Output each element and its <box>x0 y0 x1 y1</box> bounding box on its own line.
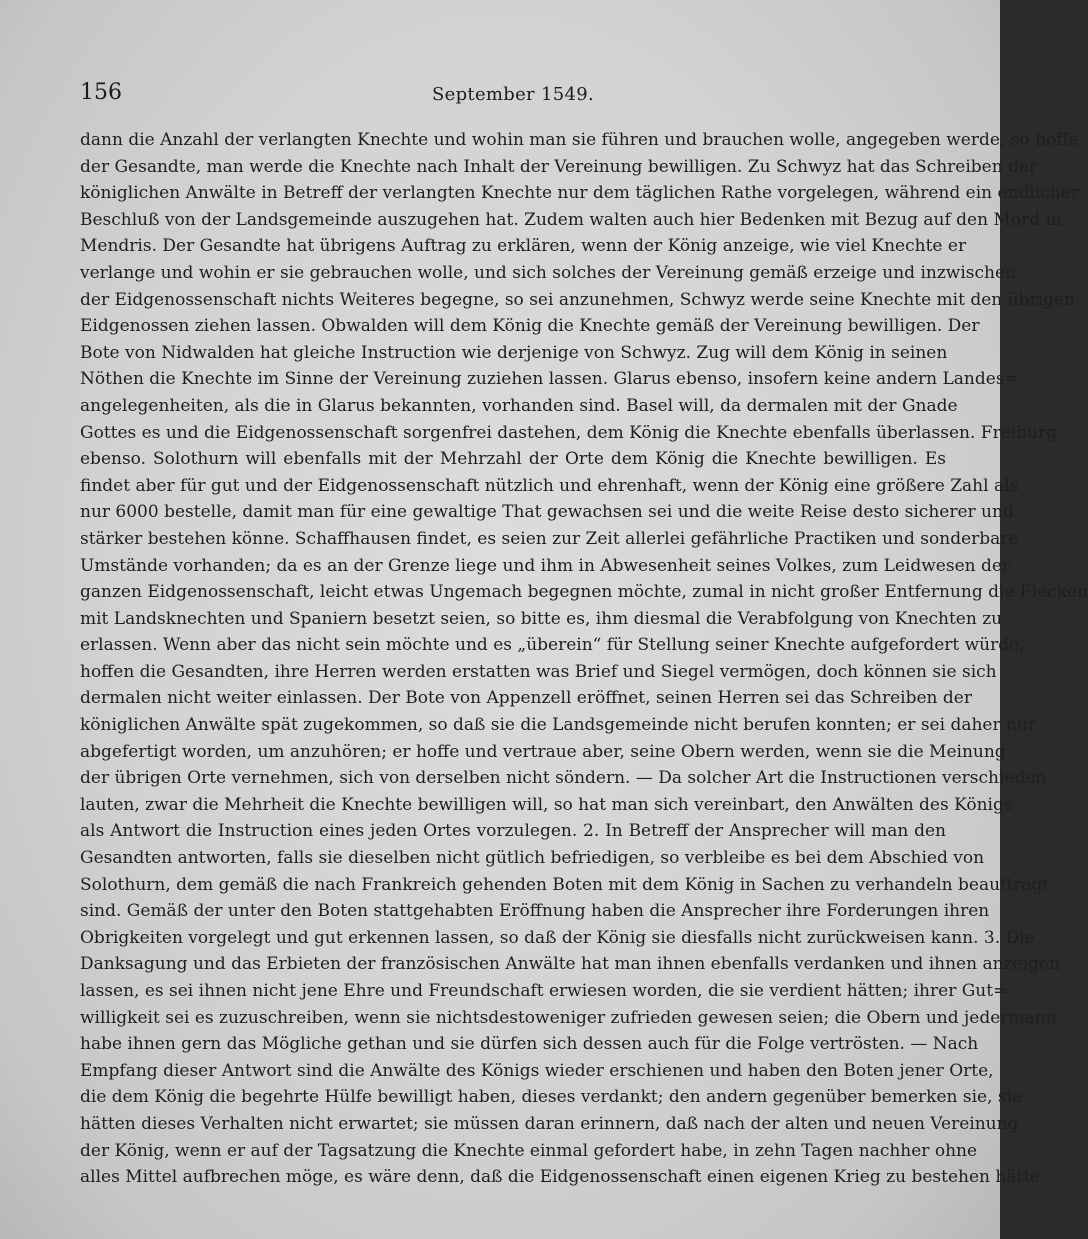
text-line: Empfang dieser Antwort sind die Anwälte des Königs wieder erschienen und haben den Boten jener Orte, <box>80 1060 994 1081</box>
text-line: als Antwort die Instruction eines jeden Ortes vorzulegen. 2. In Betreff der Ansprecher will man den <box>80 821 946 842</box>
text-line: abgefertigt worden, um anzuhören; er hoffe und vertraue aber, seine Obern werden, wenn sie die Meinung <box>80 741 1006 762</box>
text-line: hätten dieses Verhalten nicht erwartet; sie müssen daran erinnern, daß nach der alten und neuen Vereinung <box>80 1113 1019 1134</box>
text-line: habe ihnen gern das Mögliche gethan und sie dürfen sich dessen auch für die Folge vertrösten. — Nach <box>80 1034 979 1055</box>
text-line: dann die Anzahl der verlangten Knechte und wohin man sie führen und brauchen wolle, angegeben werde, so hoffe <box>80 130 1079 150</box>
text-line: hoffen die Gesandten, ihre Herren werden erstatten was Brief und Siegel vermögen, doch können sie sich <box>80 661 997 682</box>
running-title: September 1549. <box>432 84 594 105</box>
text-line: königlichen Anwälte spät zugekommen, so daß sie die Landsgemeinde nicht berufen konnten; er sei daher nur <box>80 715 1037 736</box>
text-line: findet aber für gut und der Eidgenossenschaft nützlich und ehrenhaft, wenn der König eine größere Zahl als <box>80 475 1019 496</box>
text-line: Beschluß von der Landsgemeinde auszugehen hat. Zudem walten auch hier Bedenken mit Bezug auf den Mord in <box>80 209 1062 230</box>
text-line: die dem König die begehrte Hülfe bewilligt haben, dieses verdankt; den andern gegenüber bemerken sie, sie <box>80 1087 1023 1108</box>
page-number: 156 <box>80 80 122 105</box>
text-line: lauten, zwar die Mehrheit die Knechte bewilligen will, so hat man sich vereinbart, den Anwälten des Königs <box>80 794 1013 815</box>
text-line: Obrigkeiten vorgelegt und gut erkennen lassen, so daß der König sie diesfalls nicht zurückweisen kann. 3. Die <box>80 927 1035 948</box>
text-line: Solothurn, dem gemäß die nach Frankreich gehenden Boten mit dem König in Sachen zu verhandeln beauftragt <box>80 874 1050 895</box>
text-line: Bote von Nidwalden hat gleiche Instruction wie derjenige von Schwyz. Zug will dem König in seinen <box>80 342 948 363</box>
text-line: königlichen Anwälte in Betreff der verlangten Knechte nur dem täglichen Rathe vorgelegen, während ein endlicher <box>80 183 1079 204</box>
text-line: nur 6000 bestelle, damit man für eine gewaltige That gewachsen sei und die weite Reise desto sicherer und <box>80 502 1014 523</box>
page-header <box>80 80 946 114</box>
text-line: mit Landsknechten und Spaniern besetzt seien, so bitte es, ihm diesmal die Verabfolgung von Knechten zu <box>80 608 1003 629</box>
text-line: Danksagung und das Erbieten der französischen Anwälte hat man ihnen ebenfalls verdanken und ihnen anzeigen <box>80 954 1060 975</box>
text-line: ganzen Eidgenossenschaft, leicht etwas Ungemach begegnen möchte, zumal in nicht großer Entfernung die Flecken <box>80 582 1088 603</box>
text-line: lassen, es sei ihnen nicht jene Ehre und Freundschaft erwiesen worden, die sie verdient hätten; ihrer Gut= <box>80 981 1008 1001</box>
text-line: Nöthen die Knechte im Sinne der Vereinung zuziehen lassen. Glarus ebenso, insofern keine andern Landes= <box>80 369 1019 390</box>
text-line: angelegenheiten, als die in Glarus bekannten, vorhanden sind. Basel will, da dermalen mit der Gnade <box>80 395 958 416</box>
text-line: sind. Gemäß der unter den Boten stattgehabten Eröffnung haben die Ansprecher ihre Forderungen ihren <box>80 901 990 922</box>
text-line: Eidgenossen ziehen lassen. Obwalden will dem König die Knechte gemäß der Vereinung bewilligen. Der <box>80 316 980 337</box>
text-line: Umstände vorhanden; da es an der Grenze liege und ihm in Abwesenheit seines Volkes, zum Leidwesen der <box>80 555 1011 576</box>
text-line: Gesandten antworten, falls sie dieselben nicht gütlich befriedigen, so verbleibe es bei dem Abschied von <box>80 848 985 869</box>
text-line: willigkeit sei es zuzuschreiben, wenn sie nichtsdestoweniger zufrieden gewesen seien; die Obern und jedermann <box>80 1007 1057 1028</box>
text-line: verlange und wohin er sie gebrauchen wolle, und sich solches der Vereinung gemäß erzeige und inzwischen <box>80 262 1016 283</box>
text-line: erlassen. Wenn aber das nicht sein möchte und es „überein“ für Stellung seiner Knechte aufgefordert würde, <box>80 635 1025 656</box>
text-line: stärker bestehen könne. Schaffhausen findet, es seien zur Zeit allerlei gefährliche Practiken und sonderbare <box>80 528 1019 549</box>
text-line: ebenso. Solothurn will ebenfalls mit der Mehrzahl der Orte dem König die Knechte bewilligen. Es <box>80 449 946 470</box>
text-line: alles Mittel aufbrechen möge, es wäre denn, daß die Eidgenossenschaft einen eigenen Krieg zu bestehen hätte <box>80 1167 1041 1188</box>
text-line: der König, wenn er auf der Tagsatzung die Knechte einmal gefordert habe, in zehn Tagen nachher ohne <box>80 1140 978 1161</box>
text-line: der Gesandte, man werde die Knechte nach Inhalt der Vereinung bewilligen. Zu Schwyz hat das Schreiben der <box>80 156 1038 177</box>
text-line: der übrigen Orte vernehmen, sich von derselben nicht söndern. — Da solcher Art die Instructionen verschieden <box>80 768 1047 789</box>
text-line: dermalen nicht weiter einlassen. Der Bote von Appenzell eröffnet, seinen Herren sei das Schreiben der <box>80 688 972 709</box>
text-line: Mendris. Der Gesandte hat übrigens Auftrag zu erklären, wenn der König anzeige, wie viel Knechte er <box>80 236 967 257</box>
text-line: der Eidgenossenschaft nichts Weiteres begegne, so sei anzunehmen, Schwyz werde seine Knechte mit den übrigen <box>80 289 1075 310</box>
body-text <box>80 127 1088 1191</box>
text-line: Gottes es und die Eidgenossenschaft sorgenfrei dastehen, dem König die Knechte ebenfalls überlassen. Freiburg <box>80 422 1058 443</box>
